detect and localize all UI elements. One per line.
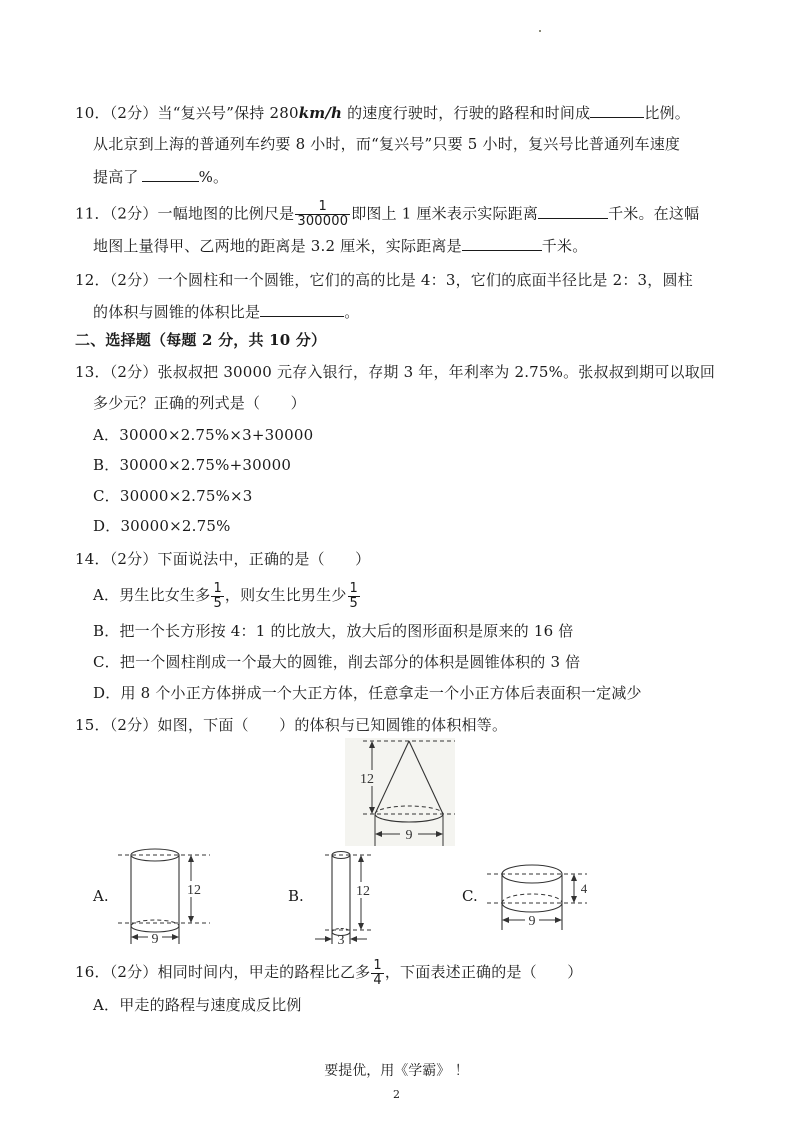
q12-text: 一个圆柱和一个圆锥，它们的高的比是 4：3，它们的底面半径比是 2：3，圆柱 [157, 271, 693, 289]
q16-number: 16． [75, 963, 110, 981]
q10-text-c: 比例。 [644, 104, 690, 122]
option-label: A． [93, 586, 120, 604]
option-label: C． [93, 653, 120, 671]
q13-number: 13． [75, 363, 110, 381]
cylinder-a-diameter-label: 9 [151, 932, 159, 944]
q11-score: （2分） [109, 204, 158, 223]
cone-figure [345, 738, 455, 846]
q16-line1 [75, 957, 582, 988]
fraction-denominator: 5 [213, 595, 222, 611]
q11-text: 一幅地图的比例尺是 [157, 204, 295, 223]
q10-number: 10． [75, 104, 110, 122]
q10-line3 [93, 166, 228, 187]
q10-score: （2分） [109, 104, 158, 122]
q12-text-b: 的体积与圆锥的体积比是 [93, 303, 261, 321]
fraction-one-quarter [371, 959, 383, 988]
q14-option-b[interactable] [93, 621, 574, 641]
q11-number: 11． [75, 204, 110, 223]
q13-option-d[interactable] [93, 516, 231, 536]
fraction-denominator: 300000 [297, 214, 349, 229]
option-text: 30000×2.75%×3 [119, 487, 253, 505]
fig-c-label[interactable]: C. [462, 887, 478, 905]
cylinder-a-height-label: 12 [187, 883, 201, 898]
option-label: D． [93, 684, 121, 702]
q11-scale-fraction [295, 200, 350, 229]
q15-text: 如图，下面（ ）的体积与已知圆锥的体积相等。 [157, 716, 508, 734]
scan-dot [539, 30, 541, 32]
cylinder-c-height-label: 4 [580, 881, 587, 896]
cone-height-label: 12 [360, 772, 374, 787]
q12-text-c: 。 [344, 303, 360, 321]
q14-number: 14． [75, 550, 110, 568]
option-text: 30000×2.75%+30000 [119, 456, 292, 474]
q14-text: 下面说法中，正确的是（ ） [157, 550, 371, 568]
q14-option-c[interactable] [93, 652, 580, 672]
q13-option-a[interactable] [93, 425, 313, 445]
q11-text-c: 千米。在这幅 [608, 204, 700, 223]
option-label: A． [93, 426, 120, 444]
option-text: 把一个圆柱削成一个最大的圆锥，削去部分的体积是圆锥体积的 3 倍 [119, 653, 581, 671]
q14-option-d[interactable] [93, 683, 642, 703]
q12-line2 [93, 301, 359, 322]
q10-line2: 从北京到上海的普通列车约要 8 小时，而“复兴号”只要 5 小时，复兴号比普通列车速度 [93, 135, 681, 153]
fraction-denominator: 4 [373, 972, 382, 988]
fig-a-label[interactable]: A. [93, 887, 109, 905]
q10-text-e: %。 [198, 168, 229, 186]
option-text: 30000×2.75% [120, 517, 231, 535]
q12-blank[interactable] [260, 301, 344, 317]
q10-blank-2[interactable] [142, 166, 199, 182]
option-text: 30000×2.75%×3+30000 [119, 426, 314, 444]
option-text: 男生比女生多 [119, 586, 211, 604]
cylinder-c-figure[interactable] [487, 860, 587, 930]
q11-blank-2[interactable] [462, 235, 542, 251]
q16-score: （2分） [109, 963, 158, 981]
q10-text-d: 提高了 [93, 168, 139, 186]
q10-blank-1[interactable] [590, 102, 644, 118]
q14-score: （2分） [109, 550, 158, 568]
q15-score: （2分） [109, 716, 158, 734]
q12-line1 [75, 270, 693, 290]
fraction-numerator: 1 [213, 580, 222, 596]
q10-text-b: 的速度行驶时，行驶的路程和时间成 [342, 104, 591, 122]
fraction-numerator: 1 [349, 580, 359, 596]
q13-score: （2分） [109, 363, 158, 381]
q10-line1 [75, 102, 690, 123]
cone-diameter-label: 9 [405, 828, 413, 843]
q16-text: 相同时间内，甲走的路程比乙多 [157, 963, 371, 981]
q13-text: 张叔叔把 30000 元存入银行，存期 3 年，年利率为 2.75%。张叔叔到期可以取回 [157, 363, 716, 381]
q15-line1 [75, 715, 507, 735]
fig-b-label[interactable]: B. [288, 887, 304, 905]
fraction-denominator: 5 [349, 595, 359, 611]
section-heading: 二、选择题（每题 2 分，共 10 分） [75, 331, 327, 349]
q13-option-b[interactable] [93, 455, 291, 475]
q11-line1 [75, 200, 699, 229]
q13-line2: 多少元？正确的列式是（ ） [93, 394, 306, 412]
q14-option-a[interactable] [93, 580, 361, 611]
q11-text-e: 千米。 [541, 237, 588, 255]
figure-background [345, 738, 455, 846]
q16-text-b: ，下面表述正确的是（ ） [384, 963, 583, 981]
q15-number: 15． [75, 716, 110, 734]
cylinder-b-height-label: 12 [356, 884, 370, 899]
q13-line1 [75, 362, 715, 382]
q11-text-d: 地图上量得甲、乙两地的距离是 3.2 厘米，实际距离是 [93, 237, 462, 255]
page-number: 2 [393, 1088, 400, 1101]
fraction-numerator: 1 [373, 957, 382, 973]
option-text: 把一个长方形按 4：1 的比放大，放大后的图形面积是原来的 16 倍 [119, 622, 574, 640]
option-text: 甲走的路程与速度成反比例 [119, 996, 302, 1014]
q11-text-b: 即图上 1 厘米表示实际距离 [351, 204, 539, 223]
q10-unit: km/h [298, 104, 343, 122]
q12-number: 12． [75, 271, 110, 289]
option-text-b: ，则女生比男生少 [224, 586, 347, 604]
cylinder-b-diameter-label: 3 [337, 933, 345, 944]
q12-score: （2分） [109, 271, 158, 289]
q11-blank-1[interactable] [538, 203, 608, 219]
q10-text: 当“复兴号”保持 280 [157, 104, 299, 122]
option-label: A． [93, 996, 120, 1014]
fraction-one-fifth [211, 582, 223, 611]
footer-slogan: 要提优，用《学霸》 ！ [324, 1063, 469, 1079]
cylinder-a-figure[interactable] [118, 848, 210, 944]
q11-line2 [93, 235, 587, 256]
q13-option-c[interactable] [93, 486, 253, 506]
q14-line1 [75, 549, 370, 569]
q16-option-a[interactable] [93, 995, 302, 1015]
option-label: B． [93, 456, 120, 474]
option-label: C． [93, 487, 120, 505]
cylinder-b-figure[interactable] [313, 850, 373, 944]
fraction-one-fifth-b [348, 582, 360, 611]
option-label: D． [93, 517, 121, 535]
option-text: 用 8 个小正方体拼成一个大正方体，任意拿走一个小正方体后表面积一定减少 [120, 684, 642, 702]
option-label: B． [93, 622, 120, 640]
fraction-numerator: 1 [295, 200, 350, 215]
cylinder-c-diameter-label: 9 [528, 914, 536, 929]
